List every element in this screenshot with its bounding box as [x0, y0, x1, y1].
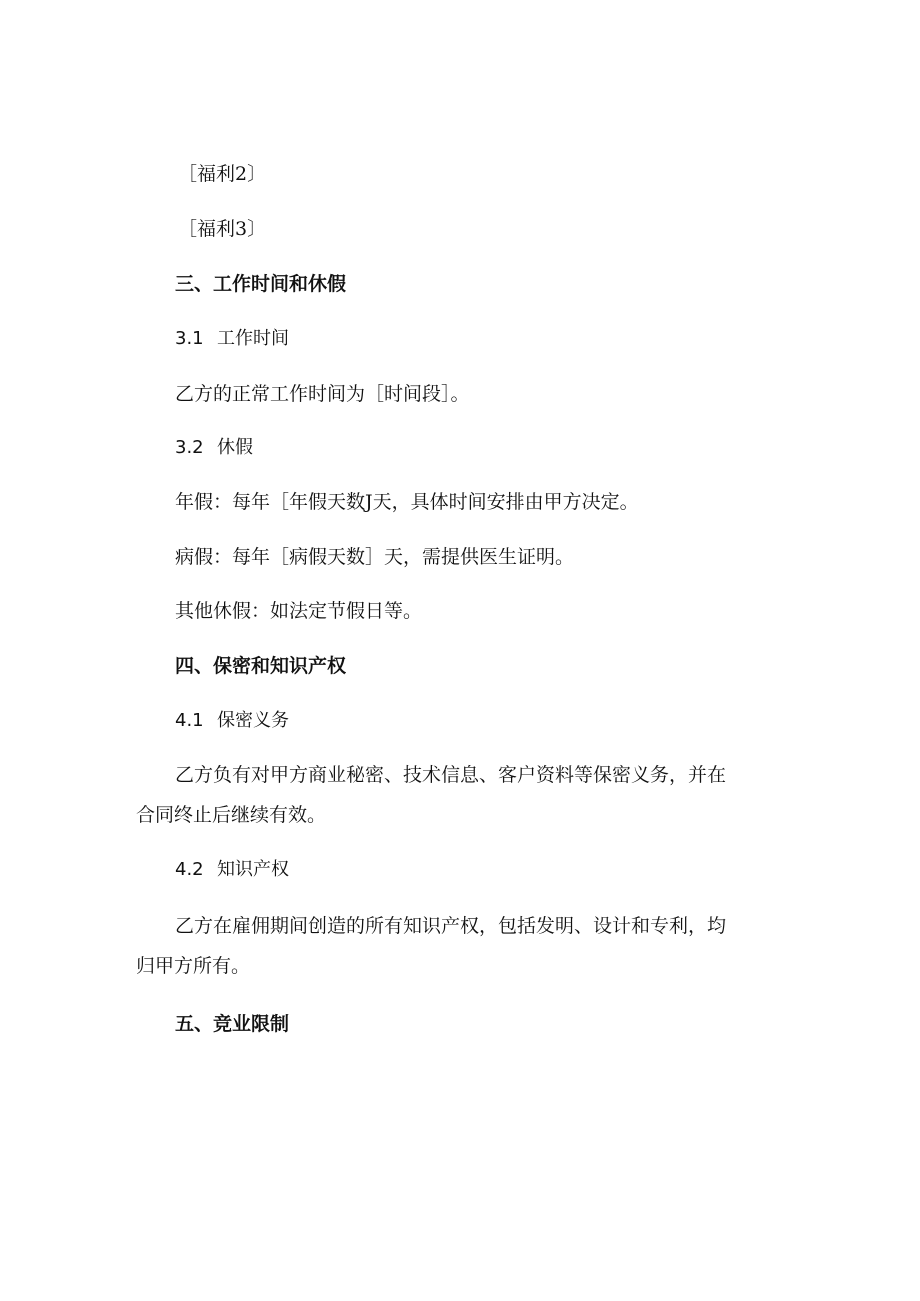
- subsection-title: 保密义务: [217, 710, 289, 731]
- other-leave-text: 其他休假：如法定节假日等。: [175, 600, 423, 622]
- subsection-3-2-heading: [175, 436, 253, 460]
- sick-leave-text: 病假：每年［病假天数］天，需提供医生证明。: [175, 546, 575, 568]
- section-4-heading: 四、保密和知识产权: [175, 655, 347, 677]
- subsection-title: 知识产权: [217, 859, 289, 880]
- section-5-heading: 五、竞业限制: [175, 1013, 290, 1035]
- subsection-3-1-heading: [175, 327, 289, 351]
- subsection-4-1-heading: [175, 709, 289, 733]
- paragraph-line: 合同终止后继续有效。: [136, 804, 327, 826]
- ip-paragraph: [136, 906, 726, 986]
- work-hours-text: 乙方的正常工作时间为［时间段］。: [175, 383, 470, 405]
- subsection-4-2-heading: [175, 858, 289, 882]
- paragraph-line: 乙方负有对甲方商业秘密、技术信息、客户资料等保密义务，并在: [175, 764, 727, 786]
- subsection-title: 工作时间: [217, 328, 289, 349]
- subsection-title: 休假: [217, 437, 253, 458]
- subsection-number: 3.1: [175, 328, 204, 349]
- annual-leave-text: 年假：每年［年假天数J天，具体时间安排由甲方决定。: [175, 491, 639, 513]
- paragraph-line: 归甲方所有。: [136, 955, 251, 977]
- benefit-item-3: ［福利3〕: [178, 218, 267, 240]
- paragraph-line: 乙方在雇佣期间创造的所有知识产权，包括发明、设计和专利，均: [175, 915, 727, 937]
- benefit-item-2: ［福利2〕: [178, 163, 267, 185]
- confidentiality-paragraph: [136, 755, 726, 835]
- subsection-number: 4.1: [175, 710, 204, 731]
- section-3-heading: 三、工作时间和休假: [175, 273, 347, 295]
- subsection-number: 4.2: [175, 859, 204, 880]
- subsection-number: 3.2: [175, 437, 204, 458]
